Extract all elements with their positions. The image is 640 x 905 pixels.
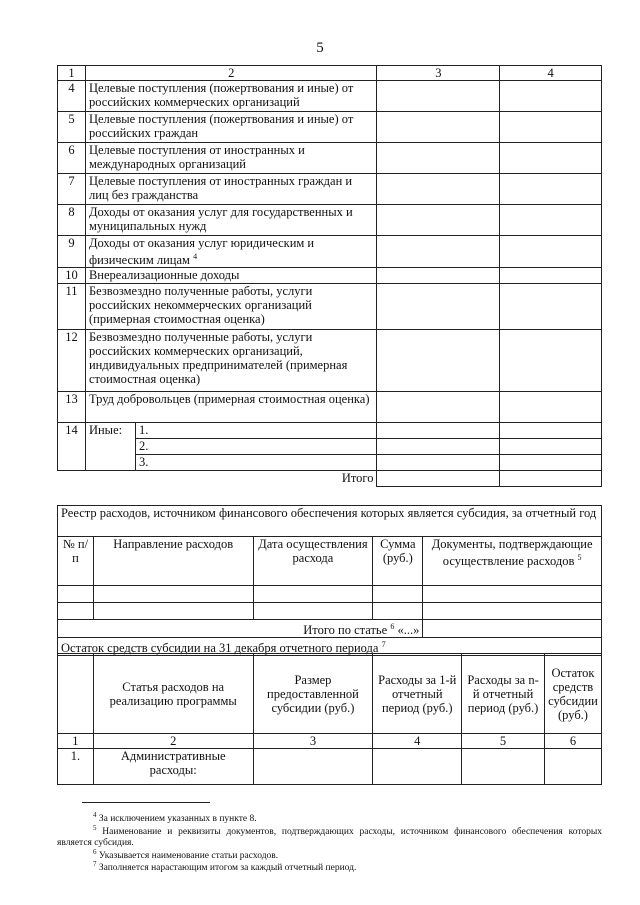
cell[interactable] — [373, 586, 423, 603]
cell[interactable] — [373, 603, 423, 620]
footnote-text: Наименование и реквизиты документов, подтверждающих расходы, источником финансового обеспечения которых является субсидия. — [57, 827, 602, 849]
footnote-text: Указывается наименование статьи расходов. — [98, 851, 279, 862]
remainder-text: Остаток средств субсидии на 31 декабря отчетного периода — [61, 641, 379, 656]
row-number: 8 — [58, 205, 86, 236]
article-header: Статья расходов на реализацию программы — [93, 654, 253, 734]
footnote-text: За исключением указанных в пункте 8. — [98, 814, 257, 825]
table-row — [58, 603, 602, 620]
value-cell[interactable] — [500, 143, 602, 174]
row-text: Внереализационные доходы — [85, 268, 377, 284]
row-number: 12 — [58, 330, 86, 392]
value-cell[interactable] — [500, 330, 602, 392]
value-cell[interactable] — [373, 749, 462, 785]
cell[interactable] — [423, 586, 602, 603]
other-label: Иные: — [85, 423, 135, 471]
income-table — [57, 65, 602, 487]
value-cell[interactable] — [500, 236, 602, 268]
col-docs-text: Документы, подтверждающие осуществление расходов — [431, 537, 593, 569]
row-text-main: Доходы от оказания услуг юридическим и физическим лицам — [88, 236, 315, 268]
footnote-text: Заполняется нарастающим итогом за каждый отчетный период. — [98, 863, 357, 874]
row-number: 4 — [58, 81, 86, 112]
cell[interactable] — [253, 603, 373, 620]
table-row — [58, 330, 602, 392]
value-cell[interactable] — [377, 284, 500, 330]
remainder-header: Остаток средств субсидии (руб.) — [544, 654, 601, 734]
row-number: 10 — [58, 268, 86, 284]
blank-header — [58, 654, 94, 734]
value-cell[interactable] — [377, 81, 500, 112]
value-cell[interactable] — [377, 439, 500, 455]
table-row — [58, 749, 602, 785]
article-total-suffix: «...» — [397, 623, 420, 638]
table-row — [58, 174, 602, 205]
other-item[interactable]: 3. — [135, 455, 377, 471]
value-cell[interactable] — [377, 236, 500, 268]
value-cell[interactable] — [377, 455, 500, 471]
footnote-number: 5 — [93, 824, 97, 832]
cell[interactable] — [93, 603, 253, 620]
col-number: 3 — [253, 734, 373, 749]
table-row — [58, 284, 602, 330]
cell[interactable] — [423, 603, 602, 620]
value-cell[interactable] — [462, 749, 545, 785]
value-cell[interactable] — [500, 268, 602, 284]
value-cell[interactable] — [377, 143, 500, 174]
footnote-ref: 7 — [381, 640, 386, 650]
header-col-4: 4 — [500, 66, 602, 81]
value-cell[interactable] — [377, 392, 500, 423]
table-row — [58, 205, 602, 236]
footnote — [57, 823, 602, 849]
col-number: 5 — [462, 734, 545, 749]
total-row — [58, 471, 602, 487]
cell[interactable] — [93, 586, 253, 603]
cell[interactable] — [253, 586, 373, 603]
value-cell[interactable] — [500, 174, 602, 205]
value-cell[interactable] — [500, 81, 602, 112]
footnote-separator — [82, 802, 210, 803]
row-number: 11 — [58, 284, 86, 330]
table-row — [58, 423, 602, 439]
value-cell[interactable] — [544, 749, 601, 785]
col-number: 6 — [544, 734, 601, 749]
row-text — [85, 236, 377, 268]
article-total-prefix: Итого по статье — [303, 623, 388, 638]
value-cell[interactable] — [500, 284, 602, 330]
table-row — [58, 268, 602, 284]
footnote-number: 7 — [93, 860, 97, 868]
page-number: 5 — [316, 40, 324, 56]
row-number: 13 — [58, 392, 86, 423]
row-text: Целевые поступления (пожертвования и иные) от российских коммерческих организаций — [85, 81, 377, 112]
col-date-header: Дата осуществления расхода — [253, 537, 373, 586]
footnote-ref: 5 — [577, 553, 582, 562]
header-col-3: 3 — [377, 66, 500, 81]
total-cell[interactable] — [377, 471, 500, 487]
article-total-label — [58, 620, 423, 638]
article-total-row — [58, 620, 602, 638]
row-text: Целевые поступления от иностранных граждан и лиц без гражданства — [85, 174, 377, 205]
header-col-2: 2 — [85, 66, 377, 81]
table-row — [58, 81, 602, 112]
value-cell[interactable] — [377, 330, 500, 392]
table-row — [58, 586, 602, 603]
footnote — [57, 859, 602, 874]
col-number: 4 — [373, 734, 462, 749]
register-title: Реестр расходов, источником финансового обеспечения которых является субсидия, за отчетный год — [58, 506, 602, 537]
col-number-header: № п/п — [58, 537, 94, 586]
row-text: Труд добровольцев (примерная стоимостная оценка) — [85, 392, 377, 423]
row-number: 9 — [58, 236, 86, 268]
col-docs-header — [423, 537, 602, 586]
col-number: 2 — [93, 734, 253, 749]
subsidy-balance-table — [57, 653, 602, 785]
total-cell[interactable] — [500, 471, 602, 487]
table-row — [58, 439, 602, 455]
cell[interactable] — [58, 603, 94, 620]
col-direction-header: Направление расходов — [93, 537, 253, 586]
value-cell[interactable] — [377, 423, 500, 439]
footnote-ref: 6 — [390, 622, 395, 631]
value-cell[interactable] — [377, 205, 500, 236]
value-cell[interactable] — [500, 205, 602, 236]
expenses-n-header: Расходы за n-й отчетный период (руб.) — [462, 654, 545, 734]
other-item[interactable]: 2. — [135, 439, 377, 455]
expenses-1-header: Расходы за 1-й отчетный период (руб.) — [373, 654, 462, 734]
header-col-1: 1 — [58, 66, 86, 81]
row-text: Целевые поступления (пожертвования и иные) от российских граждан — [85, 112, 377, 143]
row-number: 7 — [58, 174, 86, 205]
cell[interactable] — [58, 586, 94, 603]
other-item[interactable]: 1. — [135, 423, 377, 439]
footnote-ref: 4 — [193, 252, 198, 261]
value-cell[interactable] — [500, 423, 602, 439]
footnote-number: 4 — [93, 811, 97, 819]
row-text: Административные расходы: — [93, 749, 253, 785]
table-row — [58, 143, 602, 174]
row-number: 14 — [58, 423, 86, 471]
row-text: Доходы от оказания услуг для государственных и муниципальных нужд — [85, 205, 377, 236]
subsidy-size-header: Размер предоставленной субсидии (руб.) — [253, 654, 373, 734]
row-number: 6 — [58, 143, 86, 174]
table-row — [58, 455, 602, 471]
row-text: Безвозмездно полученные работы, услуги российских коммерческих организаций, индивидуальных предпринимателей (примерная стоимостная оценка) — [85, 330, 377, 392]
table-row — [58, 112, 602, 143]
row-text: Целевые поступления от иностранных и международных организаций — [85, 143, 377, 174]
value-cell[interactable] — [253, 749, 373, 785]
col-number: 1 — [58, 734, 94, 749]
total-label: Итого — [58, 471, 377, 487]
table-row — [58, 392, 602, 423]
expense-register-table — [57, 505, 602, 656]
value-cell[interactable] — [500, 439, 602, 455]
total-cell[interactable] — [423, 620, 602, 638]
row-number: 5 — [58, 112, 86, 143]
value-cell[interactable] — [500, 392, 602, 423]
value-cell[interactable] — [377, 112, 500, 143]
footnote-number: 6 — [93, 848, 97, 856]
table-row — [58, 236, 602, 268]
value-cell[interactable] — [377, 174, 500, 205]
row-text: Безвозмездно полученные работы, услуги российских некоммерческих организаций (примерная стоимостная оценка) — [85, 284, 377, 330]
value-cell[interactable] — [377, 268, 500, 284]
value-cell[interactable] — [500, 455, 602, 471]
value-cell[interactable] — [500, 112, 602, 143]
col-sum-header: Сумма (руб.) — [373, 537, 423, 586]
row-number: 1. — [58, 749, 94, 785]
